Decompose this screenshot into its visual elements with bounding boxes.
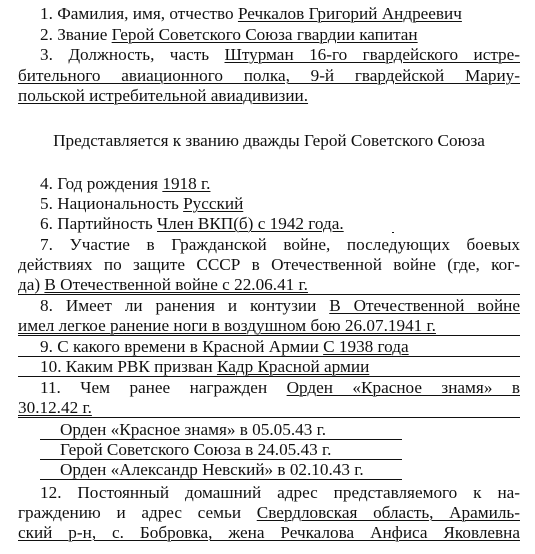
field-war-participation-cont: действиях по защите СССР в Отечественной войне (где, ког- — [18, 255, 520, 274]
field-value: 30.12.42 г. — [18, 398, 92, 417]
field-value: польской истребительной авиадивизии. — [18, 86, 309, 105]
underline-rule — [392, 232, 394, 233]
underline-rule — [18, 376, 520, 377]
field-value: имел легкое ранение ноги в воздушном бою 26.07.1941 г. — [18, 316, 436, 335]
field-home-address: 12. Постоянный домашний адрес представляемого к на- — [40, 483, 520, 502]
field-label: 9. С какого времени в Красной Армии — [40, 337, 319, 356]
field-rank — [40, 25, 520, 46]
award-entry: Орден «Красное знамя» в 05.05.43 г. — [60, 420, 327, 439]
field-war-participation-cont — [18, 275, 520, 296]
underline-rule — [18, 417, 520, 418]
field-army-since — [40, 337, 520, 358]
field-label: 10. Каким РВК призван — [40, 357, 213, 376]
field-label: 1. Фамилия, имя, отчество — [40, 4, 234, 23]
field-value: Свердловская область, Арамиль- — [256, 503, 520, 522]
field-label: да) — [18, 275, 41, 294]
field-nationality — [40, 194, 520, 215]
field-value: Орден «Красное знамя» в — [286, 378, 520, 397]
field-label: 6. Партийность — [40, 214, 153, 233]
field-value: ский р-н, с. Бобровка, жена Речкалова Анфиса Яковлевна — [18, 523, 520, 542]
field-label: 2. Звание — [40, 25, 108, 44]
field-value: В Отечественной войне — [329, 296, 520, 315]
field-value: С 1938 года — [323, 337, 409, 356]
field-full-name — [40, 4, 520, 25]
field-label: 8. Имеет ли ранения и контузии — [40, 296, 317, 315]
field-wounds-cont — [18, 316, 520, 337]
field-value: Речкалов Григорий Андреевич — [237, 4, 462, 23]
field-label: 5. Национальность — [40, 194, 179, 213]
field-war-participation: 7. Участие в Гражданской войне, последующих боевых — [40, 235, 520, 254]
award-entry: Орден «Александр Невский» в 02.10.43 г. — [60, 460, 364, 479]
award-entry: Герой Советского Союза в 24.05.43 г. — [60, 440, 332, 459]
field-value: Русский — [183, 194, 244, 213]
field-conscription-office — [40, 357, 520, 378]
field-value: Кадр Красной армии — [216, 357, 370, 376]
field-party — [40, 214, 520, 235]
underline-rule — [18, 294, 520, 295]
field-wounds — [40, 296, 520, 317]
field-position-cont — [18, 66, 520, 87]
field-home-address-cont — [18, 503, 520, 524]
underline-rule — [40, 479, 402, 480]
field-previous-awards-cont — [18, 398, 520, 419]
field-value: бительного авиационного полка, 9-й гвардейской Мариу- — [18, 66, 520, 85]
field-value: 1918 г. — [162, 174, 211, 193]
field-label: 11. Чем ранее награжден — [40, 378, 268, 397]
field-birth-year — [40, 174, 520, 195]
nomination-title: Представляется к званию дважды Герой Советского Союза — [53, 131, 485, 150]
field-previous-awards — [40, 378, 520, 399]
field-label: граждению и адрес семьи — [18, 503, 242, 522]
field-value: В Отечественной войне с 22.06.41 г. — [44, 275, 308, 294]
field-label: 4. Год рождения — [40, 174, 159, 193]
field-position — [40, 45, 520, 66]
field-value: Член ВКП(б) с 1942 года. — [157, 214, 344, 233]
field-position-cont — [18, 86, 520, 107]
field-value: Герой Советского Союза гвардии капитан — [111, 25, 418, 44]
field-label: 3. Должность, часть — [40, 45, 210, 64]
field-value: Штурман 16-го гвардейского истре- — [224, 45, 520, 64]
field-home-address-cont — [18, 523, 520, 544]
underline-rule — [18, 335, 520, 336]
